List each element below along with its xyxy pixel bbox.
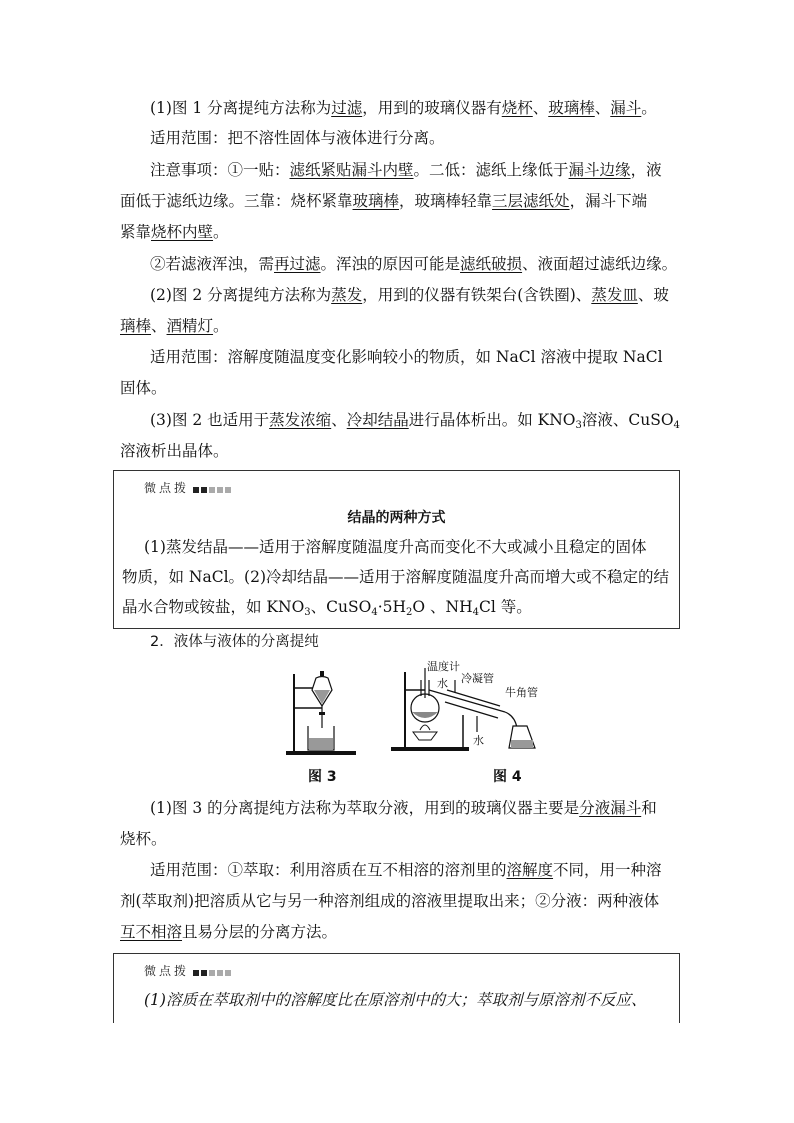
answer-blank: 酒精灯 (166, 317, 214, 335)
text: Cl 等。 (478, 598, 532, 616)
text-line (120, 316, 680, 336)
text: 晶水合物或铵盐，如 KNO (122, 598, 305, 616)
text-line: 固体。 (120, 379, 167, 397)
figure-4-caption: 图 4 (493, 769, 522, 785)
answer-blank: 再过滤 (274, 255, 321, 273)
water-in-label: 水 (437, 677, 448, 690)
answer-blank: 溶解度 (506, 861, 554, 879)
tip-box (113, 470, 680, 629)
text: ，漏斗下端 (569, 192, 648, 210)
text: 、 (331, 411, 347, 429)
text-line (120, 922, 680, 942)
dots-icon (193, 482, 233, 496)
text: ，玻璃棒轻靠 (399, 192, 493, 210)
answer-blank: 蒸发皿 (591, 286, 638, 304)
text: 。 (213, 223, 229, 241)
text: (3)图 2 也适用于 (150, 411, 270, 429)
answer-blank: 互不相溶 (120, 923, 183, 941)
text-line (120, 222, 680, 242)
answer-blank: 玻璃棒 (548, 99, 595, 117)
condenser-label: 冷凝管 (461, 672, 494, 685)
subscript: 2 (406, 607, 413, 618)
separatory-funnel-diagram (282, 668, 362, 758)
text-line: (1)蒸发结晶——适用于溶解度随温度升高而变化不大或减小且稳定的固体 (144, 538, 647, 556)
answer-blank: 滤纸紧贴漏斗内壁 (289, 161, 414, 179)
answer-blank: 蒸发 (331, 286, 363, 304)
text: 面低于滤纸边缘。三靠：烧杯紧靠 (120, 192, 353, 210)
adapter-label: 牛角管 (505, 686, 538, 699)
subscript: 4 (673, 420, 680, 431)
tip-header (144, 479, 233, 496)
text-line (150, 860, 680, 880)
text: 。 (641, 99, 657, 117)
answer-blank: 三层滤纸处 (492, 192, 570, 210)
tip-label: 微点拨 (144, 964, 190, 978)
text-line: (1)溶质在萃取剂中的溶解度比在原溶剂中的大；萃取剂与原溶剂不反应、 (144, 991, 647, 1009)
text: 、 (532, 99, 549, 117)
text: 、液面超过滤纸边缘。 (522, 255, 678, 273)
text-line: 适用范围：把不溶性固体与液体进行分离。 (150, 129, 445, 147)
text: 、 (594, 99, 611, 117)
answer-blank: 璃棒 (120, 317, 152, 335)
text: ，用到的玻璃仪器有 (362, 99, 502, 117)
text-line: 剂(萃取剂)把溶质从它与另一种溶剂组成的溶液里提取出来；②分液：两种液体 (120, 892, 660, 910)
answer-blank: 滤纸破损 (460, 255, 523, 273)
answer-blank: 烧杯 (501, 99, 533, 117)
text: ，液 (630, 161, 662, 179)
text: (1)图 1 分离提纯方法称为 (150, 99, 332, 117)
answer-blank: 冷却结晶 (346, 411, 409, 429)
text: ·5H (377, 598, 407, 616)
subscript: 4 (472, 607, 479, 618)
text: 进行晶体析出。如 KNO (408, 411, 576, 429)
dots-icon (193, 965, 233, 979)
text-line (150, 254, 680, 274)
text: 紧靠 (120, 223, 152, 241)
answer-blank: 烧杯内壁 (151, 223, 214, 241)
answer-blank: 漏斗边缘 (568, 161, 631, 179)
text: 且易分层的分离方法。 (182, 923, 338, 941)
tip-title: 结晶的两种方式 (347, 510, 446, 526)
text: 适用范围：①萃取：利用溶质在互不相溶的溶剂里的 (150, 861, 507, 879)
thermometer-label: 温度计 (427, 660, 460, 673)
text: 。二低：滤纸上缘低于 (413, 161, 569, 179)
text: 注意事项：①一贴： (150, 161, 290, 179)
distillation-diagram (385, 660, 545, 760)
text-line: 适用范围：溶解度随温度变化影响较小的物质，如 NaCl 溶液中提取 NaCl (150, 348, 663, 366)
text: 和 (641, 799, 657, 817)
answer-blank: 玻璃棒 (352, 192, 400, 210)
text-line: 烧杯。 (120, 830, 167, 848)
answer-blank: 过滤 (331, 99, 363, 117)
subscript: 4 (371, 607, 378, 618)
answer-blank: 分液漏斗 (579, 799, 642, 817)
text-line (150, 410, 680, 430)
subscript: 3 (304, 607, 311, 618)
text-line (150, 285, 680, 305)
figure-3-caption: 图 3 (308, 769, 337, 785)
text: 不同，用一种溶 (553, 861, 662, 879)
text-line (150, 160, 680, 180)
section-heading: 2．液体与液体的分离提纯 (150, 634, 319, 650)
text-line (150, 798, 680, 818)
text: 、CuSO (310, 598, 372, 616)
text: (1)图 3 的分离提纯方法称为萃取分液，用到的玻璃仪器主要是 (150, 799, 580, 817)
text-line: 溶液析出晶体。 (120, 442, 229, 460)
text: ，用到的仪器有铁架台(含铁圈)、 (362, 286, 592, 304)
text-line (120, 191, 680, 211)
text: 溶液、CuSO (581, 411, 674, 429)
text-line (122, 597, 672, 617)
text: 。 (213, 317, 229, 335)
tip-label: 微点拨 (144, 481, 190, 495)
answer-blank: 蒸发浓缩 (269, 411, 332, 429)
text: 、 (151, 317, 167, 335)
tip-box (113, 953, 680, 1023)
subscript: 3 (575, 420, 582, 431)
text: 。浑浊的原因可能是 (320, 255, 461, 273)
text-line (150, 98, 680, 118)
water-out-label: 水 (473, 734, 484, 747)
text: O 、NH (412, 598, 473, 616)
text: 、玻 (637, 286, 669, 304)
text-line: 物质，如 NaCl。(2)冷却结晶——适用于溶解度随温度升高而增大或不稳定的结 (122, 568, 670, 586)
answer-blank: 漏斗 (610, 99, 642, 117)
text: ②若滤液浑浊，需 (150, 255, 275, 273)
tip-header (144, 962, 233, 979)
text: (2)图 2 分离提纯方法称为 (150, 286, 332, 304)
